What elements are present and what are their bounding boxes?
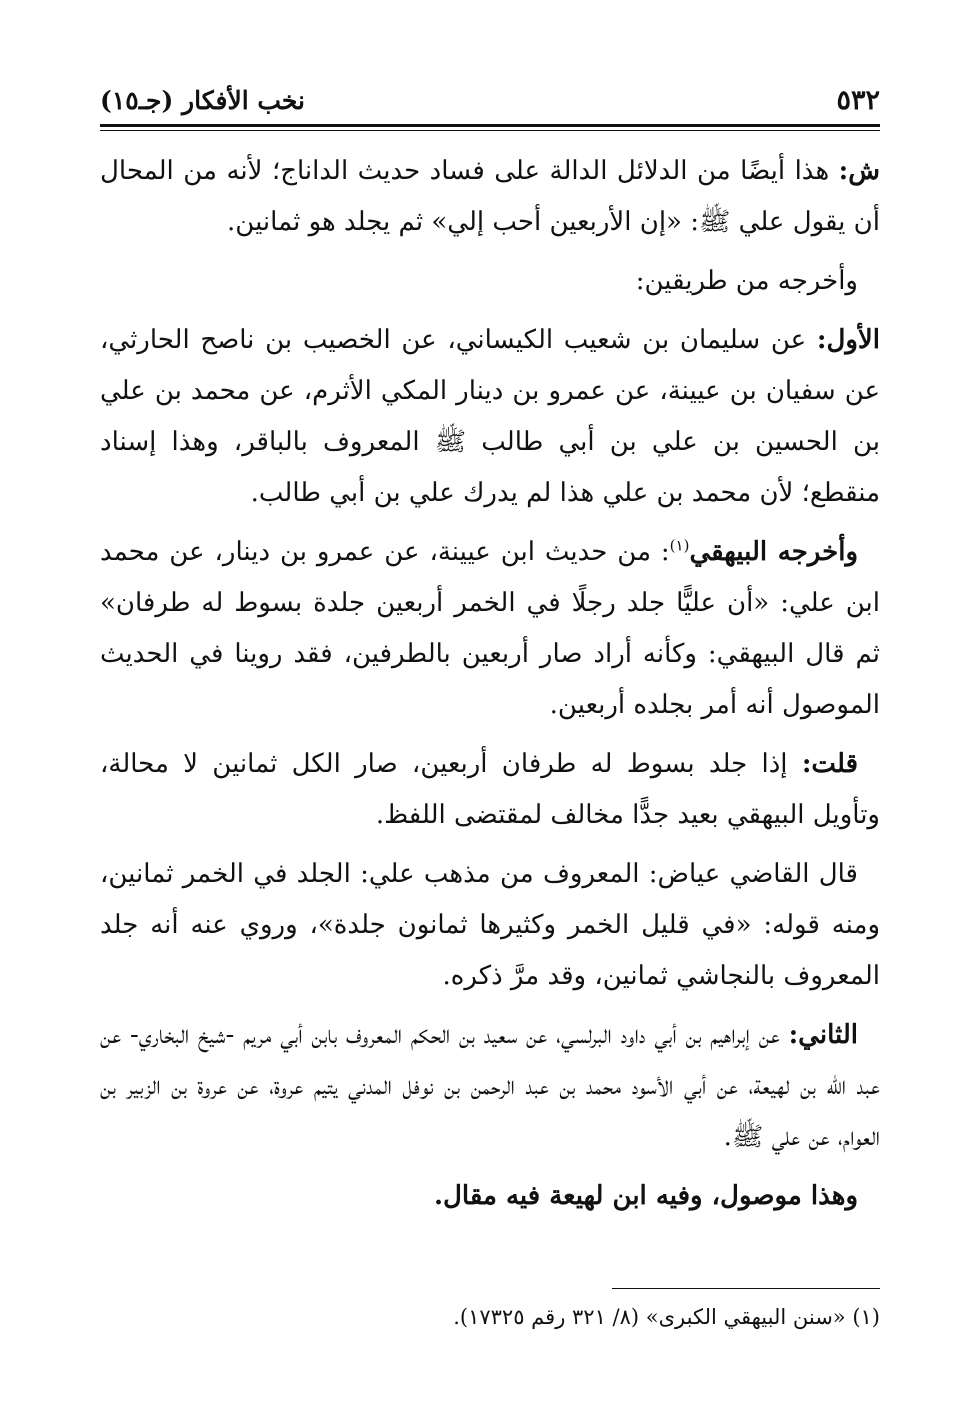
paragraph-second-route bbox=[100, 1010, 880, 1171]
footnote-marker: (١) bbox=[669, 536, 690, 555]
page-header bbox=[100, 80, 880, 120]
paragraph-label: قلت: bbox=[801, 749, 858, 779]
paragraph-text: عن إبراهيم بن أبي داود البرلسي، عن سعيد بن الحكم المعروف بابن أبي مريم -شيخ البخاري- عن عبد الله بن لهيعة، عن أبي الأسود محمد بن عبد الرحمن بن نوفل المدني يتيم عروة، عن عروة بن الزبير بن العوام، عن علي ﷺ. bbox=[100, 1020, 880, 1152]
paragraph-text: وأخرجه من طريقين: bbox=[635, 266, 858, 296]
paragraph-label: ش: bbox=[838, 156, 880, 186]
header-divider-thin bbox=[100, 130, 880, 131]
paragraph-text: : من حديث ابن عيينة، عن عمرو بن دينار، عن محمد ابن علي: «أن عليًّا جلد رجلًا في الخمر أربعين جلدة بسوط له طرفان» ثم قال البيهقي: وكأنه أراد صار أربعين بالطرفين، فقد روينا في الحديث الموصول أنه أمر بجلده أربعين. bbox=[100, 537, 880, 720]
footnote-divider bbox=[612, 1288, 880, 1289]
header-divider bbox=[100, 124, 880, 127]
page-number: ٥٣٢ bbox=[836, 84, 880, 116]
paragraph-conclusion: وهذا موصول، وفيه ابن لهيعة فيه مقال. bbox=[433, 1181, 858, 1211]
paragraph-text: عن سليمان بن شعيب الكيساني، عن الخصيب بن ناصح الحارثي، عن سفيان بن عيينة، عن عمرو بن دينار المكي الأثرم، عن محمد بن علي بن الحسين بن علي بن أبي طالب ﷺ المعروف بالباقر، وهذا إسناد منقطع؛ لأن محمد بن علي هذا لم يدرك علي بن أبي طالب. bbox=[100, 325, 880, 508]
paragraph-text: إذا جلد بسوط له طرفان أربعين، صار الكل ثمانين لا محالة، وتأويل البيهقي بعيد جدًّا مخالف لمقتضى اللفظ. bbox=[100, 749, 880, 830]
paragraph-qultu bbox=[100, 739, 880, 849]
paragraph-label: الثاني: bbox=[788, 1020, 858, 1050]
paragraph-first-route bbox=[100, 315, 880, 527]
paragraph-two-routes bbox=[100, 256, 880, 315]
footnote: (١) «سنن البيهقي الكبرى» (٨/ ٣٢١ رقم ١٧٣٢٥). bbox=[453, 1305, 880, 1329]
paragraph-commentary bbox=[100, 146, 880, 256]
body-text bbox=[100, 146, 880, 1230]
paragraph-label: وأخرجه البيهقي bbox=[689, 537, 859, 567]
paragraph-qadi-iyad bbox=[100, 849, 880, 1010]
paragraph-label: الأول: bbox=[816, 325, 880, 355]
paragraph-text: قال القاضي عياض: المعروف من مذهب علي: الجلد في الخمر ثمانين، ومنه قوله: «في قليل الخمر وكثيرها ثمانون جلدة»، وروي عنه أنه جلد المعروف بالنجاشي ثمانين، وقد مرَّ ذكره. bbox=[100, 859, 880, 991]
book-title: نخب الأفكار (جـ١٥) bbox=[100, 85, 306, 115]
paragraph-text: هذا أيضًا من الدلائل الدالة على فساد حديث الداناج؛ لأنه من المحال أن يقول علي ﷺ: «إن الأربعين أحب إلي» ثم يجلد هو ثمانين. bbox=[100, 156, 880, 237]
page bbox=[100, 0, 880, 1417]
paragraph-bayhaqi bbox=[100, 527, 880, 739]
